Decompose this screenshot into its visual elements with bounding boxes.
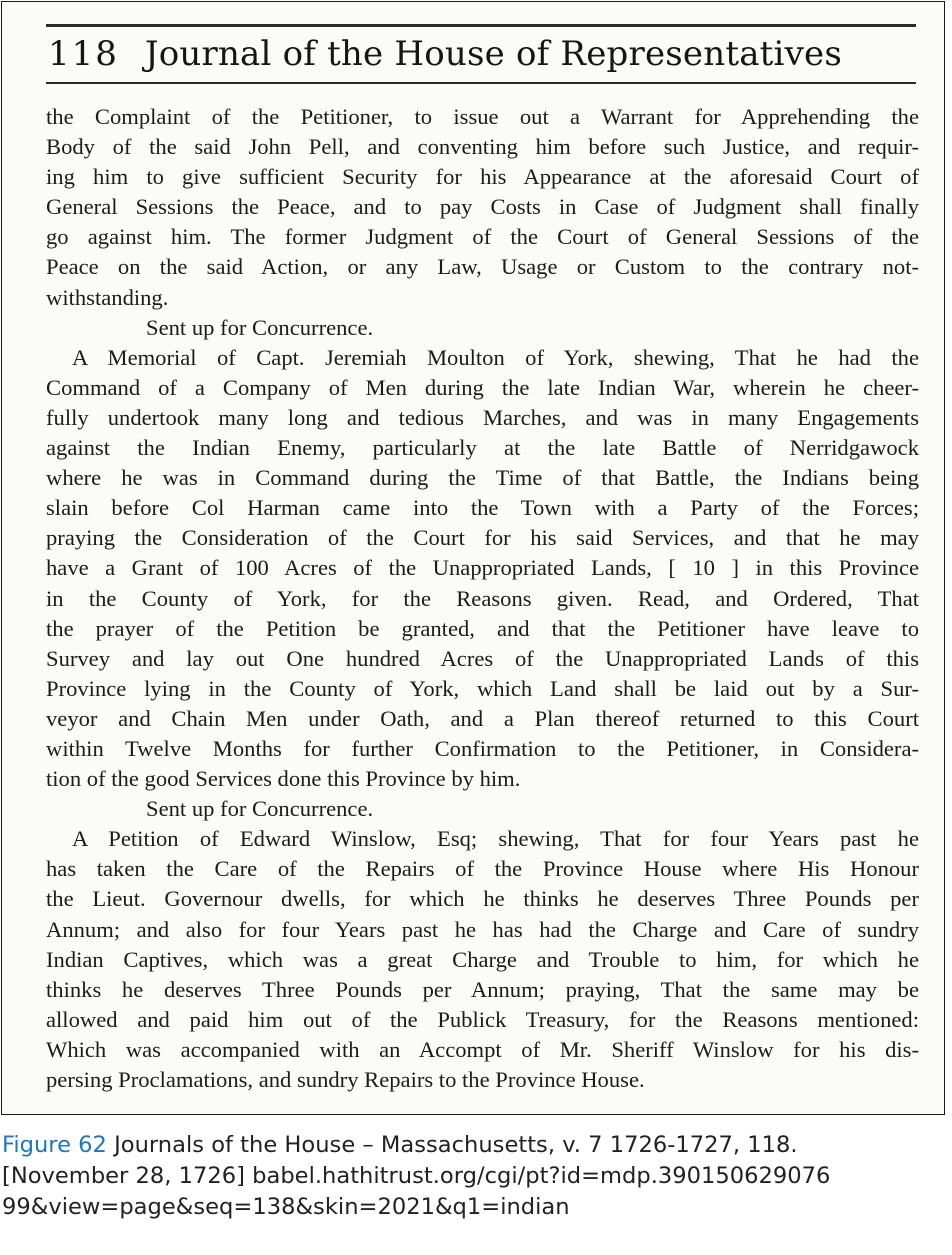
body-line: Indian Captives, which was a great Charge and Trouble to him, for which he bbox=[46, 946, 919, 972]
body-line: Peace on the said Action, or any Law, Usage or Custom to the contrary not- bbox=[46, 254, 919, 280]
body-line: Survey and lay out One hundred Acres of the Unappropriated Lands of this bbox=[46, 645, 919, 671]
caption-line-2: [November 28, 1726] babel.hathitrust.org/cgi/pt?id=mdp.390150629076 bbox=[2, 1163, 831, 1189]
body-line: has taken the Care of the Repairs of the Province House where His Honour bbox=[46, 856, 919, 882]
running-header bbox=[48, 34, 918, 74]
body-line: Which was accompanied with an Accompt of Mr. Sheriff Winslow for his dis- bbox=[46, 1036, 919, 1062]
body-line: praying the Consideration of the Court for his said Services, and that he may bbox=[46, 525, 919, 551]
body-line: withstanding. bbox=[46, 284, 169, 310]
figure-label: Figure 62 bbox=[2, 1132, 107, 1158]
body-line: Sent up for Concurrence. bbox=[146, 796, 374, 822]
body-line: A Petition of Edward Winslow, Esq; shewing, That for four Years past he bbox=[72, 826, 919, 852]
body-line: in the County of York, for the Reasons given. Read, and Ordered, That bbox=[46, 585, 919, 611]
body-line: allowed and paid him out of the Publick Treasury, for the Reasons mentioned: bbox=[46, 1006, 919, 1032]
caption-source-title: Journals of the House – Massachusetts, v. 7 1726-1727, 118. bbox=[106, 1132, 798, 1158]
body-line: the prayer of the Petition be granted, and that the Petitioner have leave to bbox=[46, 615, 919, 641]
body-line: the Complaint of the Petitioner, to issue out a Warrant for Apprehending the bbox=[46, 104, 919, 129]
body-line: Province lying in the County of York, which Land shall be laid out by a Sur- bbox=[46, 675, 919, 701]
body-line: General Sessions the Peace, and to pay Costs in Case of Judgment shall finally bbox=[46, 194, 919, 220]
body-line: within Twelve Months for further Confirmation to the Petitioner, in Considera- bbox=[46, 735, 919, 761]
body-line: have a Grant of 100 Acres of the Unappropriated Lands, [ 10 ] in this Province bbox=[46, 555, 919, 581]
body-line: veyor and Chain Men under Oath, and a Plan thereof returned to this Court bbox=[46, 705, 919, 731]
body-line: ing him to give sufficient Security for his Appearance at the aforesaid Court of bbox=[46, 164, 919, 190]
header-top-rule bbox=[46, 24, 916, 27]
body-line: against the Indian Enemy, particularly at the late Battle of Nerridgawock bbox=[46, 435, 919, 461]
body-line: Sent up for Concurrence. bbox=[146, 314, 374, 340]
body-line: slain before Col Harman came into the Town with a Party of the Forces; bbox=[46, 495, 919, 521]
body-line: persing Proclamations, and sundry Repairs to the Province House. bbox=[46, 1067, 645, 1092]
body-line: Annum; and also for four Years past he has had the Charge and Care of sundry bbox=[46, 916, 919, 942]
body-line: tion of the good Services done this Province by him. bbox=[46, 766, 521, 792]
body-line: Command of a Company of Men during the late Indian War, wherein he cheer- bbox=[46, 374, 919, 400]
body-line: Body of the said John Pell, and conventing him before such Justice, and requir- bbox=[46, 134, 919, 160]
body-line: the Lieut. Governour dwells, for which he thinks he deserves Three Pounds per bbox=[46, 886, 919, 912]
header-bottom-rule bbox=[46, 82, 916, 84]
body-line: where he was in Command during the Time of that Battle, the Indians being bbox=[46, 465, 919, 491]
body-line: fully undertook many long and tedious Marches, and was in many Engagements bbox=[46, 404, 919, 430]
journal-body-text bbox=[46, 102, 919, 1095]
caption-line-3: 99&view=page&seq=138&skin=2021&q1=indian bbox=[2, 1194, 570, 1220]
caption-line-1 bbox=[2, 1130, 947, 1161]
scanned-page-image bbox=[1, 1, 945, 1115]
running-head-title: Journal of the House of Representatives bbox=[144, 34, 842, 74]
body-line: go against him. The former Judgment of the Court of General Sessions of the bbox=[46, 224, 919, 250]
page-number: 118 bbox=[48, 34, 119, 74]
body-line: A Memorial of Capt. Jeremiah Moulton of York, shewing, That he had the bbox=[72, 344, 919, 370]
body-line: thinks he deserves Three Pounds per Annum; praying, That the same may be bbox=[46, 976, 919, 1002]
figure-caption bbox=[2, 1130, 947, 1223]
